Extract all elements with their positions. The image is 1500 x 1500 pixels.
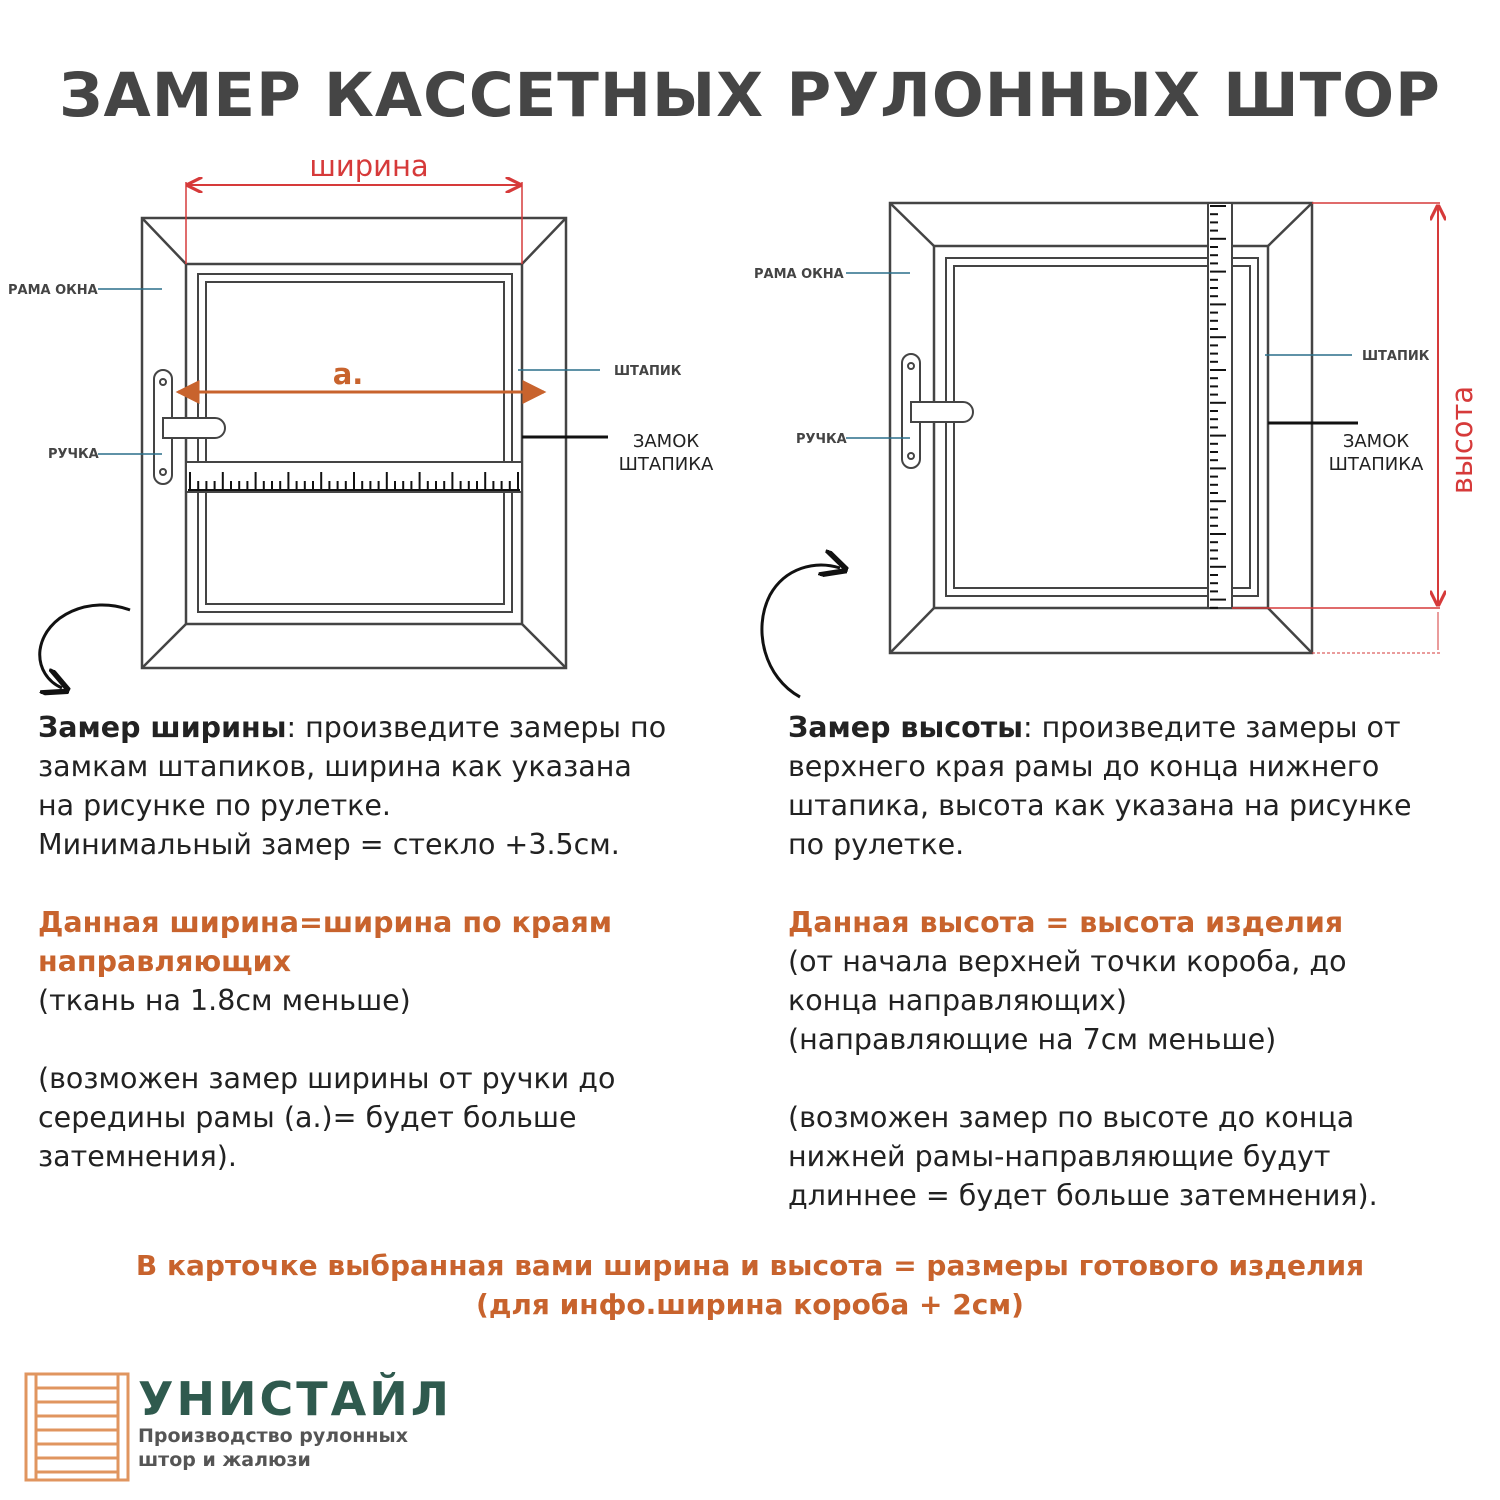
a-label: a.	[332, 357, 364, 391]
width-highlight-1: Данная ширина=ширина по краям	[38, 906, 613, 939]
left-handle-label: РУЧКА	[48, 447, 99, 462]
logo-name: УНИСТАЙЛ	[138, 1372, 452, 1426]
a-dimension	[178, 357, 544, 392]
width-heading: Замер ширины	[38, 711, 287, 744]
height-note-2-line-2: нижней рамы-направляющие будут	[788, 1140, 1331, 1173]
logo-tagline-line-1: Производство рулонных	[138, 1425, 408, 1447]
height-intro: : произведите замеры от	[1023, 711, 1401, 744]
right-bead-label: ШТАПИК	[1362, 349, 1430, 364]
height-note-1-line-1: (от начала верхней точки короба, до	[788, 945, 1347, 978]
width-instructions	[38, 708, 758, 1176]
right-tape-measure	[1208, 203, 1232, 608]
right-window	[890, 203, 1312, 653]
width-dimension	[186, 149, 522, 264]
right-lock-label-2: ШТАПИКА	[1328, 454, 1424, 475]
width-highlight-2: направляющих	[38, 945, 292, 978]
left-lock-label-1: ЗАМОК	[632, 431, 700, 452]
right-frame-label: РАМА ОКНА	[754, 267, 844, 282]
height-highlight-1: Данная высота = высота изделия	[788, 906, 1344, 939]
width-note-2-line-1: (возможен замер ширины от ручки до	[38, 1062, 616, 1095]
left-window-inner-frame	[186, 264, 522, 624]
bottom-note-line-1: В карточке выбранная вами ширина и высота = размеры готового изделия	[135, 1249, 1365, 1282]
right-handle-label: РУЧКА	[796, 432, 847, 447]
left-tape-measure	[186, 462, 522, 492]
width-line-2: замкам штапиков, ширина как указана	[38, 750, 632, 783]
height-note-2-line-1: (возможен замер по высоте до конца	[788, 1101, 1355, 1134]
logo-tagline	[138, 1424, 408, 1472]
right-handle-icon	[902, 354, 973, 468]
right-lock-label-1: ЗАМОК	[1342, 431, 1410, 452]
left-window	[142, 218, 566, 668]
logo-tagline-line-2: штор и жалюзи	[138, 1449, 311, 1471]
left-lock-label-2: ШТАПИКА	[618, 454, 714, 475]
height-line-4: по рулетке.	[788, 828, 965, 861]
page-title: ЗАМЕР КАССЕТНЫХ РУЛОННЫХ ШТОР	[59, 60, 1441, 131]
height-label: высота	[1445, 385, 1479, 495]
height-note-2-line-3: длиннее = будет больше затемнения).	[788, 1179, 1378, 1212]
height-instructions	[788, 708, 1488, 1215]
height-note-1-line-3: (направляющие на 7см меньше)	[788, 1023, 1277, 1056]
left-bead-label: ШТАПИК	[614, 364, 682, 379]
bottom-note	[0, 1246, 1500, 1324]
height-line-3: штапика, высота как указана на рисунке	[788, 789, 1412, 822]
width-intro: : произведите замеры по	[286, 711, 667, 744]
width-note-2-line-2: середины рамы (a.)= будет больше	[38, 1101, 577, 1134]
width-label: ширина	[309, 149, 429, 183]
bottom-note-line-2: (для инфо.ширина короба + 2см)	[476, 1288, 1024, 1321]
width-line-3: на рисунке по рулетке.	[38, 789, 391, 822]
width-note-2-line-3: затемнения).	[38, 1140, 237, 1173]
width-line-4: Минимальный замер = стекло +3.5см.	[38, 828, 620, 861]
width-note-1: (ткань на 1.8см меньше)	[38, 984, 411, 1017]
left-curved-arrow-icon	[40, 605, 130, 688]
logo-blinds-icon	[26, 1374, 128, 1480]
height-heading: Замер высоты	[788, 711, 1023, 744]
height-note-1-line-2: конца направляющих)	[788, 984, 1127, 1017]
left-frame-label: РАМА ОКНА	[8, 283, 98, 298]
right-curved-arrow-icon	[762, 565, 840, 697]
height-line-2: верхнего края рамы до конца нижнего	[788, 750, 1380, 783]
